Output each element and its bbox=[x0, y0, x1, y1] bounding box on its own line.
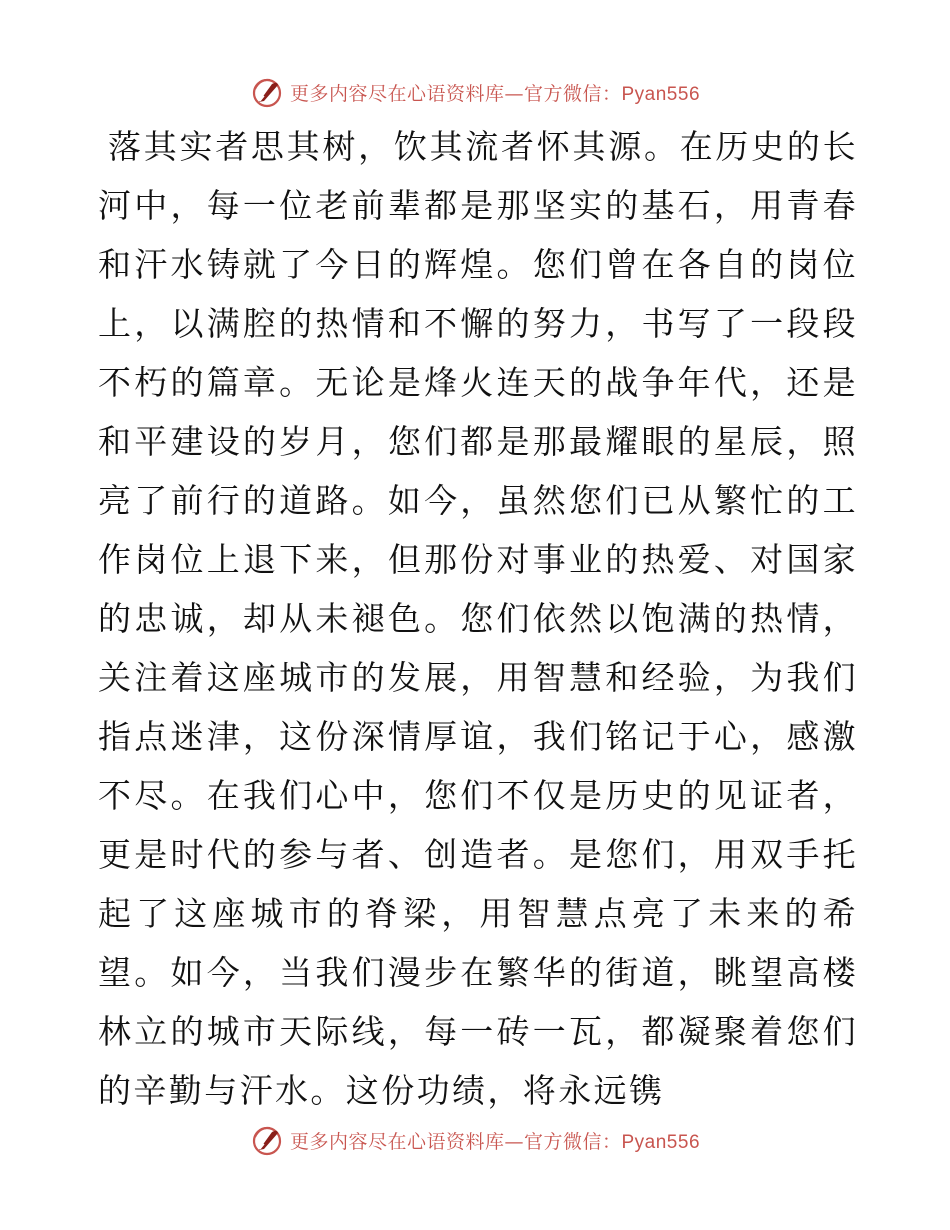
quill-pen-logo-icon bbox=[250, 75, 284, 109]
document-paragraph: 落其实者思其树，饮其流者怀其源。在历史的长河中，每一位老前辈都是那坚实的基石，用青春和汗水铸就了今日的辉煌。您们曾在各自的岗位上，以满腔的热情和不懈的努力，书写了一段段不朽的篇章。无论是烽火连天的战争年代，还是和平建设的岁月，您们都是那最耀眼的星辰，照亮了前行的道路。如今，虽然您们已从繁忙的工作岗位上退下来，但那份对事业的热爱、对国家的忠诚，却从未褪色。您们依然以饱满的热情，关注着这座城市的发展，用智慧和经验，为我们指点迷津，这份深情厚谊，我们铭记于心，感激不尽。在我们心中，您们不仅是历史的见证者，更是时代的参与者、创造者。是您们，用双手托起了这座城市的脊梁，用智慧点亮了未来的希望。如今，当我们漫步在繁华的街道，眺望高楼林立的城市天际线，每一砖一瓦，都凝聚着您们的辛勤与汗水。这份功绩，将永远镌 bbox=[98, 127, 858, 1110]
header-banner-text bbox=[290, 79, 700, 106]
footer-banner-text bbox=[290, 1127, 700, 1154]
header-banner-handle: Pyan556 bbox=[621, 83, 701, 105]
header-banner[interactable] bbox=[0, 72, 950, 112]
footer-banner[interactable] bbox=[0, 1120, 950, 1160]
header-banner-label: 更多内容尽在心语资料库—官方微信： bbox=[289, 82, 622, 105]
quill-pen-logo-icon bbox=[250, 1123, 284, 1157]
footer-banner-handle: Pyan556 bbox=[621, 1131, 701, 1153]
footer-banner-label: 更多内容尽在心语资料库—官方微信： bbox=[289, 1130, 622, 1153]
